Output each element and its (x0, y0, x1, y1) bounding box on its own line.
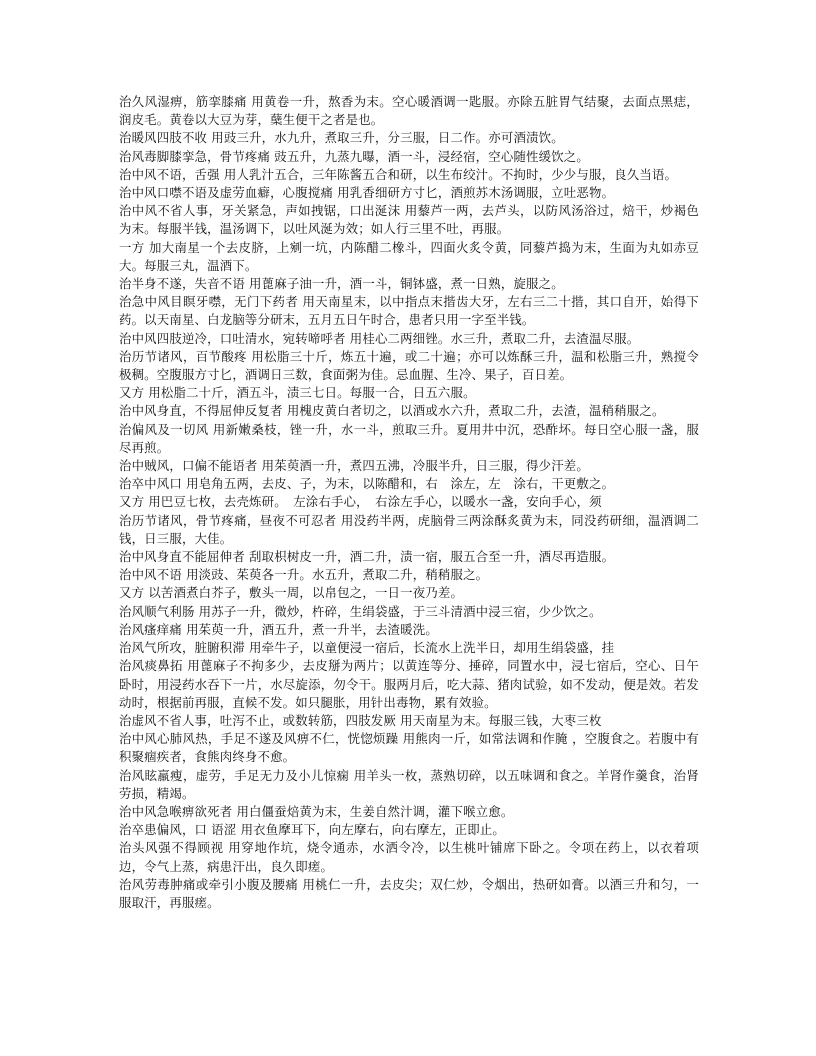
paragraph: 治风劳毒肿痛或牵引小腹及腰痛 用桃仁一升，去皮尖；双仁炒，令烟出，热研如膏。以酒三升和匀，一服取汗，再服瘥。 (119, 876, 699, 910)
paragraph: 治风气所攻，脏腑积滞 用牵牛子，以童便浸一宿后，长流水上洗半日，却用生绢袋盛，挂 (119, 640, 615, 656)
paragraph: 又方 以苦酒煮白芥子，敷头一周，以帛包之，一日一夜乃差。 (119, 585, 464, 601)
paragraph: 治虚风不省人事，吐泻不止，或数转筋，四肢发厥 用天南星为末。每服三钱，大枣三枚 (119, 712, 602, 728)
paragraph: 治中风不语 用淡豉、茱萸各一升。水五升，煮取二升，稍稍服之。 (119, 567, 489, 583)
paragraph: 治风痰鼻拓 用蓖麻子不拘多少，去皮掰为两片；以黄连等分、捶碎，同置水中，浸七宿后，空心、日午卧时，用浸药水吞下一片，水尽旋添，勿令干。服两月后，吃大蒜、猪肉试验，如不发动，便是效。若发动时，根据前再服，直候不发。如只腿胀，用针出毒物，累有效验。 (119, 658, 699, 710)
document-page (119, 93, 699, 912)
paragraph: 一方 加大南星一个去皮脐，上剜一坑，内陈醋二橡斗，四面火炙令黄，同藜芦捣为末，生面为丸如赤豆大。每服三丸，温酒下。 (119, 239, 699, 273)
paragraph: 治历节诸风，骨节疼痛，昼夜不可忍者 用没药半两，虎脑骨三两涂酥炙黄为末，同没药研细，温酒调二钱，日三服，大佳。 (119, 512, 699, 546)
paragraph: 治中贼风，口偏不能语者 用茱萸酒一升，煮四五沸，冷服半升，日三服，得少汗差。 (119, 458, 589, 474)
paragraph: 治中风急喉痹欲死者 用白僵蚕焙黄为末，生姜自然汁调，灌下喉立愈。 (119, 803, 514, 819)
paragraph: 治卒患偏风，口 语涩 用衣鱼摩耳下，向左摩右，向右摩左，正即止。 (119, 822, 505, 838)
paragraph: 治中风口噤不语及虚劳血癖，心腹搅痛 用乳香细研方寸匕，酒煎苏木汤调服，立吐恶物。 (119, 185, 615, 201)
paragraph: 治卒中风口 用皂角五两，去皮、子，为末，以陈醋和，右 涂左，左 涂右，干更敷之。 (119, 476, 615, 492)
paragraph: 治中风心肺风热，手足不遂及风痹不仁，恍惚烦躁 用熊肉一斤，如常法调和作腌 ，空腹食之。若腹中有积聚痼疾者，食熊肉终身不愈。 (119, 731, 699, 765)
paragraph: 治风瘙痒痛 用茱萸一升，酒五升，煮一升半，去渣暖洗。 (119, 621, 438, 637)
paragraph: 治风眩羸瘦，虚劳，手足无力及小儿惊痫 用羊头一枚，蒸熟切碎，以五味调和食之。羊肾作羹食，治肾劳损，精竭。 (119, 767, 699, 801)
paragraph: 治中风身直，不得屈伸反复者 用槐皮黄白者切之，以酒或水六升，煮取二升，去渣，温稍稍服之。 (119, 403, 665, 419)
paragraph: 又方 用巴豆七枚，去壳炼研。 左涂右手心， 右涂左手心，以暖水一盏，安向手心，须 (119, 494, 602, 510)
paragraph: 又方 用松脂二十斤，酒五斗，渍三七日。每服一合，日五六服。 (119, 385, 476, 401)
paragraph: 治半身不遂，失音不语 用蓖麻子油一升，酒一斗，铜钵盛，煮一日熟，旋服之。 (119, 276, 564, 292)
paragraph: 治暖风四肢不收 用豉三升，水九升，煮取三升，分三服，日二作。亦可酒渍饮。 (119, 130, 564, 146)
paragraph: 治偏风及一切风 用新嫩桑枝，锉一升，水一斗，煎取三升。夏用井中沉，恐酢坏。每日空心服一盏，服尽再煎。 (119, 421, 699, 455)
paragraph: 治风顺气利肠 用苏子一升，微炒，杵碎，生绢袋盛，于三斗清酒中浸三宿，少少饮之。 (119, 603, 602, 619)
paragraph: 治急中风目瞑牙噤，无门下药者 用天南星末，以中指点末揩齿大牙，左右三二十揩，其口自开，始得下药。以天南星、白龙脑等分研末，五月五日午时合，患者只用一字至半钱。 (119, 294, 699, 328)
paragraph: 治中风四肢逆冷，口吐清水，宛转啼呼者 用桂心二两细锉。水三升，煮取二升，去渣温尽服。 (119, 330, 640, 346)
paragraph: 治头风强不得顾视 用穿地作坑，烧令通赤，水洒令冷，以生桃叶铺席下卧之。令项在药上，以衣着项边，令气上蒸，病患汗出，良久即瘥。 (119, 840, 699, 874)
paragraph: 治久风湿痹，筋挛膝痛 用黄卷一升，熬香为末。空心暖酒调一匙服。亦除五脏胃气结聚，去面点黑痣，润皮毛。黄卷以大豆为芽，蘖生便干之者是也。 (119, 94, 699, 128)
paragraph: 治中风身直不能屈伸者 刮取枳树皮一升，酒二升，渍一宿，服五合至一升，酒尽再造服。 (119, 549, 615, 565)
paragraph: 治风毒脚膝挛急，骨节疼痛 豉五升，九蒸九曝，酒一斗，浸经宿，空心随性缓饮之。 (119, 148, 589, 164)
paragraph: 治历节诸风，百节酸疼 用松脂三十斤，炼五十遍，或二十遍；亦可以炼酥三升，温和松脂三升，熟搅令极稠。空腹服方寸匕，酒调日三数，食面粥为佳。忌血腥、生冷、果子，百日差。 (119, 348, 699, 383)
paragraph: 治中风不语，舌强 用人乳汁五合，三年陈酱五合和研，以生布绞汁。不拘时，少少与服，良久当语。 (119, 166, 678, 182)
paragraph: 治中风不省人事，牙关紧急，声如拽锯，口出涎沫 用藜芦一两，去芦头，以防风汤浴过，焙干，炒褐色为末。每服半钱，温汤调下，以吐风涎为效；如人行三里不吐，再服。 (119, 203, 699, 237)
